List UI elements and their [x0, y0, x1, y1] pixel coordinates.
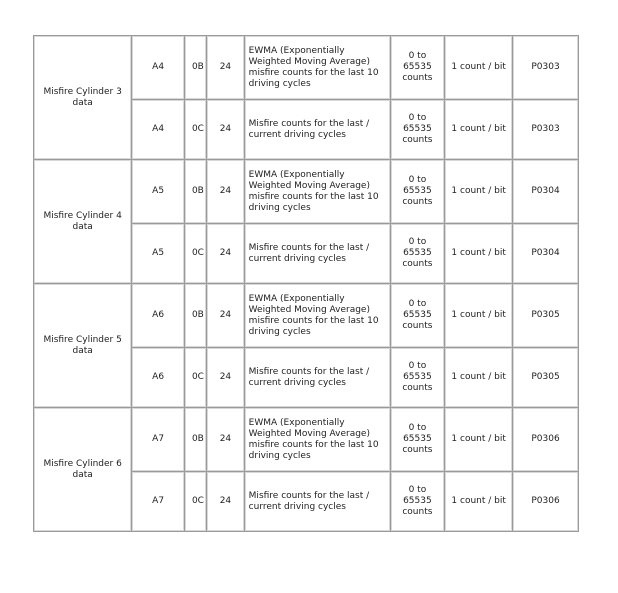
mode-cell: A7 [132, 408, 184, 471]
description-cell: EWMA (Exponentially Weighted Moving Average) misfire counts for the last 10 driving cycles [245, 36, 390, 99]
scaling-cell: 1 count / bit [445, 100, 512, 159]
pid-cell: 0B [185, 160, 206, 223]
mode-cell: A5 [132, 160, 184, 223]
description-cell: EWMA (Exponentially Weighted Moving Average) misfire counts for the last 10 driving cycles [245, 284, 390, 347]
group-label: Misfire Cylinder 3 data [34, 36, 131, 159]
scaling-cell: 1 count / bit [445, 160, 512, 223]
range-cell: 0 to 65535 counts [391, 348, 445, 407]
description-cell: Misfire counts for the last / current driving cycles [245, 224, 390, 283]
length-cell: 24 [207, 472, 243, 531]
mode-cell: A4 [132, 100, 184, 159]
scaling-cell: 1 count / bit [445, 472, 512, 531]
length-cell: 24 [207, 160, 243, 223]
description-cell: Misfire counts for the last / current driving cycles [245, 472, 390, 531]
group-label: Misfire Cylinder 6 data [34, 408, 131, 531]
description-cell: EWMA (Exponentially Weighted Moving Average) misfire counts for the last 10 driving cycles [245, 160, 390, 223]
mode-cell: A6 [132, 284, 184, 347]
table-row [34, 284, 578, 347]
pid-cell: 0C [185, 100, 206, 159]
mode-cell: A7 [132, 472, 184, 531]
range-cell: 0 to 65535 counts [391, 160, 445, 223]
scaling-cell: 1 count / bit [445, 348, 512, 407]
range-cell: 0 to 65535 counts [391, 408, 445, 471]
dtc-cell: P0306 [513, 472, 578, 531]
range-cell: 0 to 65535 counts [391, 284, 445, 347]
length-cell: 24 [207, 284, 243, 347]
length-cell: 24 [207, 224, 243, 283]
pid-cell: 0C [185, 224, 206, 283]
scaling-cell: 1 count / bit [445, 224, 512, 283]
dtc-cell: P0306 [513, 408, 578, 471]
dtc-cell: P0303 [513, 36, 578, 99]
mode-cell: A5 [132, 224, 184, 283]
scaling-cell: 1 count / bit [445, 408, 512, 471]
range-cell: 0 to 65535 counts [391, 36, 445, 99]
range-cell: 0 to 65535 counts [391, 472, 445, 531]
dtc-cell: P0305 [513, 348, 578, 407]
scaling-cell: 1 count / bit [445, 284, 512, 347]
group-label: Misfire Cylinder 4 data [34, 160, 131, 283]
group-label: Misfire Cylinder 5 data [34, 284, 131, 407]
range-cell: 0 to 65535 counts [391, 100, 445, 159]
table-row [34, 36, 578, 99]
pid-cell: 0C [185, 348, 206, 407]
length-cell: 24 [207, 348, 243, 407]
scaling-cell: 1 count / bit [445, 36, 512, 99]
dtc-cell: P0304 [513, 224, 578, 283]
table-row [34, 408, 578, 471]
description-cell: Misfire counts for the last / current driving cycles [245, 100, 390, 159]
length-cell: 24 [207, 100, 243, 159]
dtc-cell: P0305 [513, 284, 578, 347]
dtc-cell: P0304 [513, 160, 578, 223]
pid-cell: 0B [185, 408, 206, 471]
table-row [34, 160, 578, 223]
range-cell: 0 to 65535 counts [391, 224, 445, 283]
mode-cell: A4 [132, 36, 184, 99]
dtc-cell: P0303 [513, 100, 578, 159]
pid-cell: 0B [185, 284, 206, 347]
length-cell: 24 [207, 408, 243, 471]
pid-cell: 0C [185, 472, 206, 531]
description-cell: Misfire counts for the last / current driving cycles [245, 348, 390, 407]
misfire-pid-table [33, 35, 579, 532]
length-cell: 24 [207, 36, 243, 99]
mode-cell: A6 [132, 348, 184, 407]
pid-cell: 0B [185, 36, 206, 99]
description-cell: EWMA (Exponentially Weighted Moving Average) misfire counts for the last 10 driving cycles [245, 408, 390, 471]
